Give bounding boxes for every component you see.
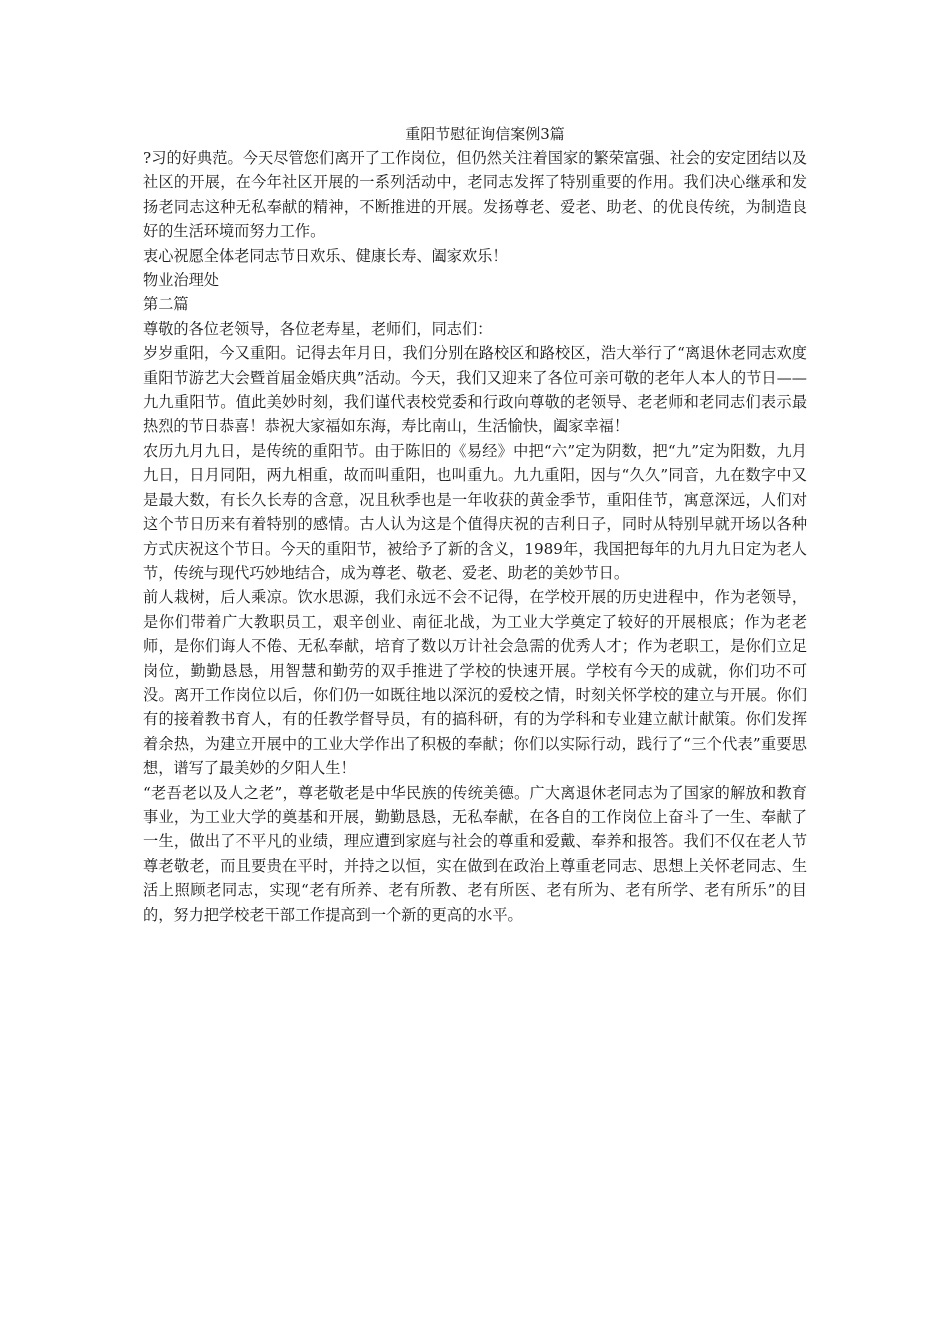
section-heading-2: 第二篇 — [143, 295, 189, 314]
paragraph-salutation: 尊敬的各位老领导，各位老寿星，老师们，同志们： — [143, 319, 493, 338]
paragraph-2: 衷心祝愿全体老同志节日欢乐、健康长寿、阖家欢乐！ — [143, 246, 508, 265]
paragraph-7: 农历九月九日，是传统的重阳节。由于陈旧的《易经》中把“六”定为阴数，把“九”定为阳数，九月九日，日月同阳，两九相重，故而叫重阳，也叫重九。九九重阳，因与“久久”同音，九在数字中又是最大数，有长久长寿的含意，况且秋季也是一年收获的黄金季节，重阳佳节，寓意深远，人们对这个节日历来有着特别的感情。古人认为这是个值得庆祝的吉利日子，同时从特别早就开场以各种方式庆祝这个节日。今天的重阳节，被给予了新的含义，1989年，我国把每年的九月九日定为老人节，传统与现代巧妙地结合，成为尊老、敬老、爱老、助老的美妙节日。 — [143, 441, 807, 582]
paragraph-3: 物业治理处 — [143, 271, 219, 290]
document-page — [143, 122, 807, 927]
paragraph-6: 岁岁重阳，今又重阳。记得去年月日，我们分别在路校区和路校区，浩大举行了“离退休老同志欢度重阳节游艺大会暨首届金婚庆典”活动。今天，我们又迎来了各位可亲可敬的老年人本人的节日——九九重阳节。值此美妙时刻，我们谨代表校党委和行政向尊敬的老领导、老老师和老同志们表示最热烈的节日恭喜！恭祝大家福如东海，寿比南山，生活愉快，阖家幸福！ — [143, 344, 807, 436]
paragraph-9: “老吾老以及人之老”，尊老敬老是中华民族的传统美德。广大离退休老同志为了国家的解放和教育事业，为工业大学的奠基和开展，勤勤恳恳，无私奉献，在各自的工作岗位上奋斗了一生、奉献了一生，做出了不平凡的业绩，理应遭到家庭与社会的尊重和爱戴、奉养和报答。我们不仅在老人节尊老敬老，而且要贵在平时，并持之以恒，实在做到在政治上尊重老同志、思想上关怀老同志、生活上照顾老同志，实现“老有所养、老有所教、老有所医、老有所为、老有所学、老有所乐”的目的，努力把学校老干部工作提高到一个新的更高的水平。 — [143, 783, 807, 924]
document-title: 重阳节慰征询信案例3篇 — [405, 125, 565, 143]
paragraph-8: 前人栽树，后人乘凉。饮水思源，我们永远不会不记得，在学校开展的历史进程中，作为老领导，是你们带着广大教职员工，艰辛创业、南征北战，为工业大学奠定了较好的开展根底；作为老老师，是你们诲人不倦、无私奉献，培育了数以万计社会急需的优秀人才；作为老职工，是你们立足岗位，勤勤恳恳，用智慧和勤劳的双手推进了学校的快速开展。学校有今天的成就，你们功不可没。离开工作岗位以后，你们仍一如既往地以深沉的爱校之情，时刻关怀学校的建立与开展。你们有的接着教书育人，有的任教学督导员，有的搞科研，有的为学科和专业建立献计献策。你们发挥着余热，为建立开展中的工业大学作出了积极的奉献；你们以实际行动，践行了“三个代表”重要思想，谱写了最美妙的夕阳人生！ — [143, 588, 807, 778]
paragraph-1: ?习的好典范。今天尽管您们离开了工作岗位，但仍然关注着国家的繁荣富强、社会的安定团结以及社区的开展，在今年社区开展的一系列活动中，老同志发挥了特别重要的作用。我们决心继承和发扬老同志这种无私奉献的精神，不断推进的开展。发扬尊老、爱老、助老、的优良传统，为制造良好的生活环境而努力工作。 — [143, 149, 807, 241]
